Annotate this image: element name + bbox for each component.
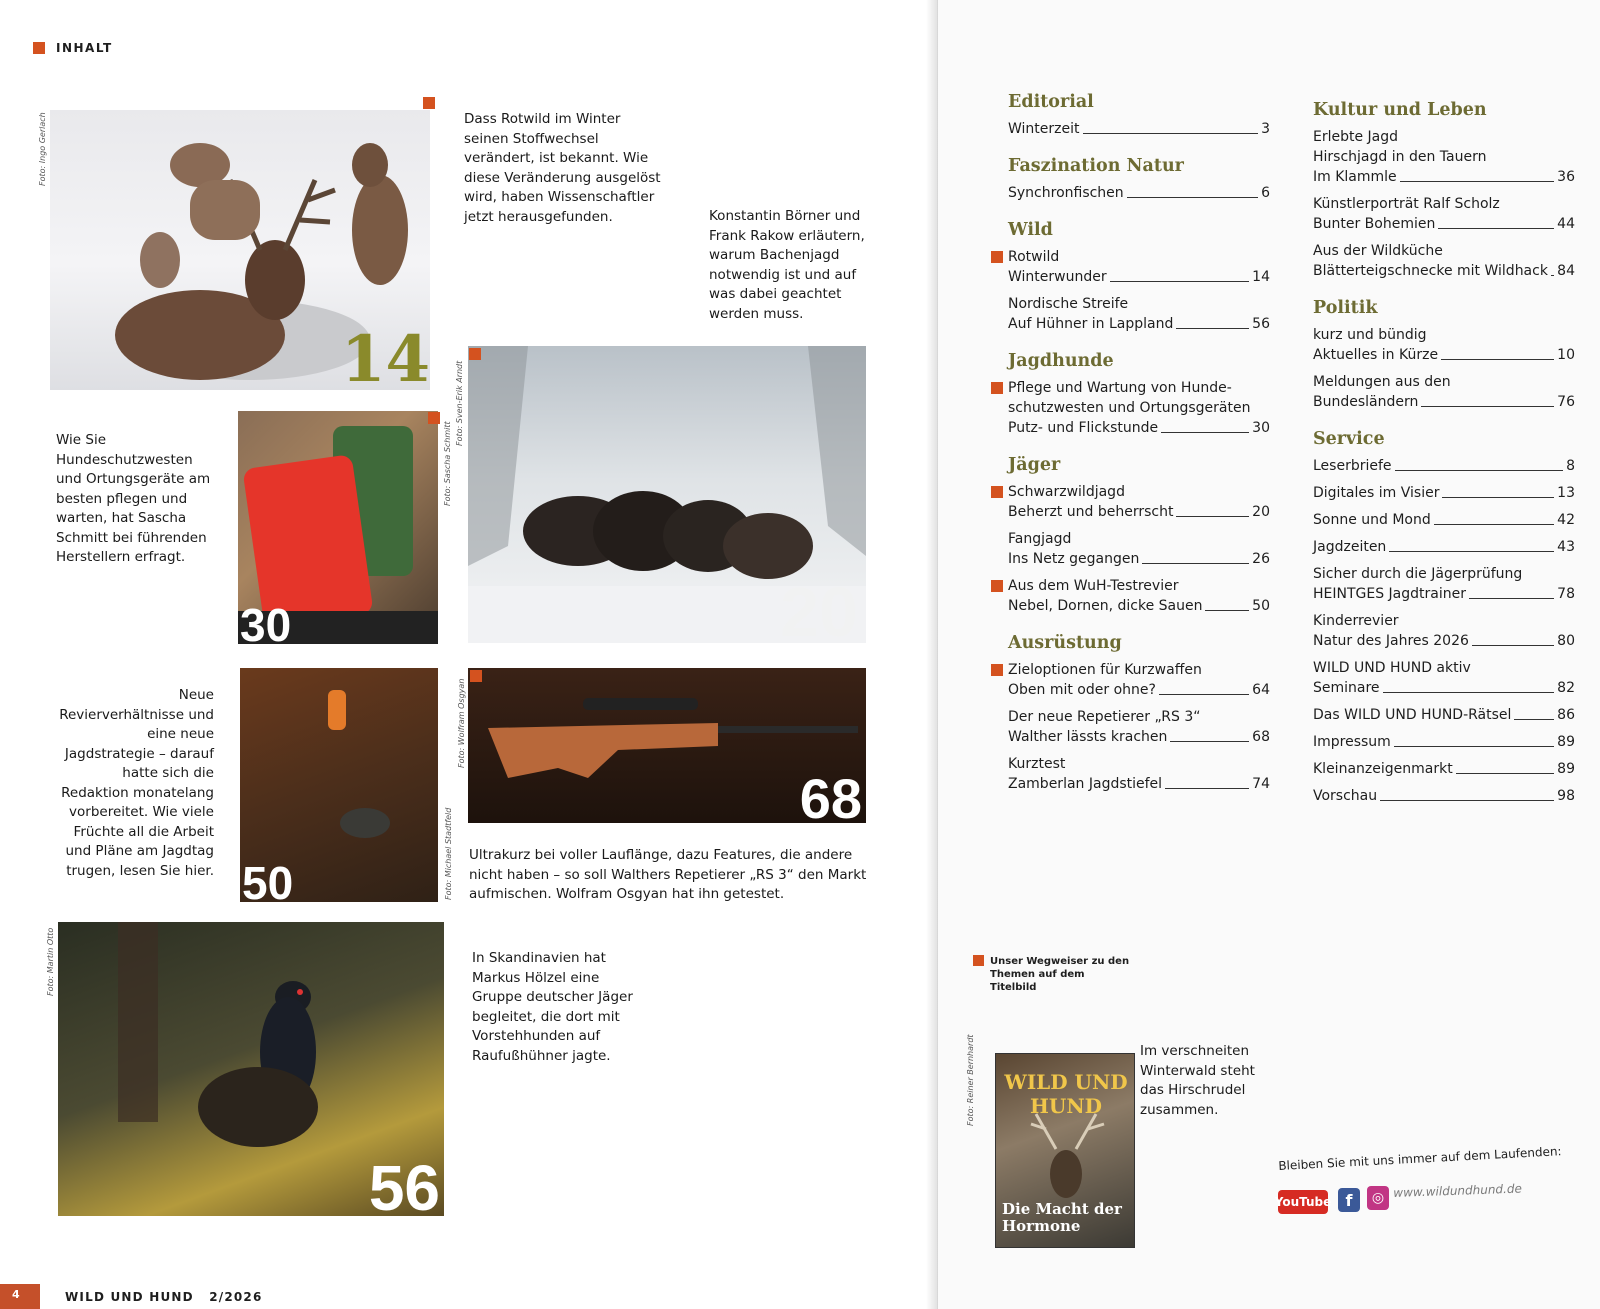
feature-page-number: 56 <box>368 1152 440 1216</box>
toc-entry[interactable] <box>1008 529 1270 569</box>
photo-feature-56[interactable] <box>58 922 444 1216</box>
toc-entry-title-row <box>1313 167 1575 187</box>
feature-caption: In Skandinavien hat Markus Hölzel eine Gruppe deutscher Jäger begleitet, die dort mit Vorstehhunden auf Raufußhühner jagte. <box>472 950 633 1064</box>
toc-entry[interactable] <box>1313 372 1575 412</box>
magazine-cover-thumbnail[interactable] <box>995 1053 1135 1248</box>
toc-leader-line <box>1389 551 1554 552</box>
toc-entry[interactable] <box>1008 707 1270 747</box>
toc-entry-title-row <box>1008 183 1270 203</box>
cover-topic-marker <box>991 486 1003 498</box>
facebook-icon[interactable]: f <box>1338 1188 1360 1212</box>
toc-leader-line <box>1472 645 1554 646</box>
toc-entry-title-row <box>1313 345 1575 365</box>
toc-page-number: 86 <box>1557 707 1575 723</box>
toc-section-heading: Wild <box>1008 220 1053 240</box>
toc-entry-kicker: Erlebte Jagd <box>1313 129 1399 145</box>
toc-entry-kicker: schutzwesten und Ortungsgeräten <box>1008 400 1251 416</box>
toc-entry-title: Impressum <box>1313 734 1391 750</box>
toc-entry-title: Nebel, Dornen, dicke Sauen <box>1008 598 1203 614</box>
toc-entry-title-row <box>1008 314 1270 334</box>
toc-entry[interactable] <box>1313 537 1575 557</box>
toc-section-heading: Ausrüstung <box>1008 633 1122 653</box>
toc-entry[interactable] <box>1313 194 1575 234</box>
toc-entry-title-row <box>1008 119 1270 139</box>
toc-entry[interactable] <box>1008 183 1270 203</box>
toc-entry-title: Jagdzeiten <box>1313 539 1387 555</box>
toc-entry-kicker: Pflege und Wartung von Hunde- <box>1008 380 1232 396</box>
toc-page-number: 14 <box>1252 269 1270 285</box>
toc-entry-kicker: Rotwild <box>1008 249 1060 265</box>
toc-leader-line <box>1421 406 1554 407</box>
photo-credit: Foto: Martin Otto <box>46 927 55 996</box>
instagram-icon[interactable]: ◎ <box>1367 1186 1389 1210</box>
toc-entry-kicker: Zieloptionen für Kurzwaffen <box>1008 662 1202 678</box>
cover-topic-legend-marker <box>973 955 984 966</box>
toc-entry-title-row <box>1313 510 1575 530</box>
toc-page-number: 74 <box>1252 776 1270 792</box>
toc-entry-title: Auf Hühner in Lappland <box>1008 316 1174 332</box>
toc-page-number: 64 <box>1252 682 1270 698</box>
toc-section-heading: Jäger <box>1008 455 1061 475</box>
cover-topic-marker <box>991 664 1003 676</box>
toc-entry-title: Digitales im Visier <box>1313 485 1440 501</box>
toc-entry-kicker: Kinderrevier <box>1313 613 1399 629</box>
toc-page-number: 56 <box>1252 316 1270 332</box>
toc-entry[interactable] <box>1313 510 1575 530</box>
toc-entry[interactable] <box>1008 294 1270 334</box>
toc-entry-title-row <box>1008 267 1270 287</box>
toc-leader-line <box>1380 800 1554 801</box>
toc-page-number: 26 <box>1252 551 1270 567</box>
toc-page-number: 78 <box>1557 586 1575 602</box>
toc-entry-kicker: Schwarzwildjagd <box>1008 484 1125 500</box>
toc-leader-line <box>1176 516 1249 517</box>
toc-entry-title-row <box>1008 549 1270 569</box>
feature-caption: Dass Rotwild im Winter seinen Stoffwechsel verändert, ist bekannt. Wie diese Veränderung ausgelöst wird, haben Wissenschaftler jetzt herausgefunden. <box>464 111 661 225</box>
toc-leader-line <box>1514 719 1554 720</box>
toc-leader-line <box>1127 197 1258 198</box>
photo-feature-30[interactable] <box>238 411 438 644</box>
toc-entry-title-row <box>1313 261 1575 281</box>
toc-entry-title-row <box>1313 678 1575 698</box>
toc-entry-title-row <box>1008 596 1270 616</box>
cover-masthead: WILD UND HUND <box>1004 1070 1128 1118</box>
toc-leader-line <box>1176 328 1249 329</box>
feature-page-number: 14 <box>340 322 430 390</box>
toc-entry-title-row <box>1313 631 1575 651</box>
toc-section-heading: Service <box>1313 429 1385 449</box>
toc-entry-title: Sonne und Mond <box>1313 512 1431 528</box>
photo-feature-14[interactable] <box>50 110 430 390</box>
toc-entry-title: Walther lässts krachen <box>1008 729 1168 745</box>
toc-page-number: 44 <box>1557 216 1575 232</box>
feature-page-number: 30 <box>240 599 292 644</box>
issue-number: 2/2026 <box>209 1290 263 1304</box>
toc-leader-line <box>1469 598 1554 599</box>
toc-entry[interactable] <box>1313 456 1575 476</box>
toc-entry-title-row <box>1313 392 1575 412</box>
toc-section-heading: Kultur und Leben <box>1313 100 1487 120</box>
toc-entry[interactable] <box>1313 705 1575 725</box>
toc-entry-title: Leserbriefe <box>1313 458 1392 474</box>
toc-leader-line <box>1441 359 1554 360</box>
stone-shape <box>340 808 390 838</box>
toc-entry-title-row <box>1008 727 1270 747</box>
toc-leader-line <box>1205 610 1249 611</box>
toc-page-number: 80 <box>1557 633 1575 649</box>
toc-leader-line <box>1442 497 1554 498</box>
toc-entry-title: Beherzt und beherrscht <box>1008 504 1174 520</box>
toc-entry-title-row <box>1313 786 1575 806</box>
toc-entry-kicker: WILD UND HUND aktiv <box>1313 660 1471 676</box>
toc-page-number: 89 <box>1557 761 1575 777</box>
toc-section-heading: Politik <box>1313 298 1378 318</box>
toc-entry-title: Ins Netz gegangen <box>1008 551 1140 567</box>
cover-topic-marker <box>991 580 1003 592</box>
toc-entry-kicker: Fangjagd <box>1008 531 1072 547</box>
photo-credit: Foto: Wolfram Osgyan <box>457 678 466 768</box>
toc-leader-line <box>1159 694 1249 695</box>
toc-leader-line <box>1083 133 1259 134</box>
page-number: 4 <box>0 1284 40 1309</box>
magazine-name: WILD UND HUND <box>65 1290 194 1304</box>
toc-entry[interactable] <box>1313 759 1575 779</box>
toc-entry[interactable] <box>1313 658 1575 698</box>
toc-entry-title-row <box>1008 774 1270 794</box>
toc-column-right <box>1313 96 1575 819</box>
toc-leader-line <box>1438 228 1554 229</box>
toc-entry-kicker: Kurztest <box>1008 756 1066 772</box>
toc-entry-title-row <box>1313 537 1575 557</box>
toc-page-number: 43 <box>1557 539 1575 555</box>
toc-entry-title-row <box>1008 502 1270 522</box>
toc-entry-title-row <box>1313 759 1575 779</box>
toc-entry-title: Kleinanzeigenmarkt <box>1313 761 1453 777</box>
photo-credit: Foto: Ingo Gerlach <box>38 112 47 186</box>
toc-entry-title: Winterwunder <box>1008 269 1107 285</box>
toc-entry-title: Aktuelles in Kürze <box>1313 347 1439 363</box>
toc-leader-line <box>1161 432 1249 433</box>
toc-entry-title: Zamberlan Jagdstiefel <box>1008 776 1163 792</box>
cover-headline: Die Macht der Hormone <box>1002 1200 1122 1235</box>
toc-page-number: 6 <box>1261 185 1270 201</box>
toc-entry[interactable] <box>1313 325 1575 365</box>
toc-page-number: 42 <box>1557 512 1575 528</box>
cover-topic-marker <box>991 251 1003 263</box>
toc-entry[interactable] <box>1313 127 1575 187</box>
toc-leader-line <box>1395 470 1564 471</box>
toc-entry-title-row <box>1313 705 1575 725</box>
toc-entry-title: Oben mit oder ohne? <box>1008 682 1156 698</box>
toc-entry-title: Vorschau <box>1313 788 1378 804</box>
toc-entry-title: Winterzeit <box>1008 121 1080 137</box>
toc-entry-title: Das WILD UND HUND-Rätsel <box>1313 707 1512 723</box>
hunter-shape <box>328 690 346 730</box>
toc-leader-line <box>1456 773 1554 774</box>
photo-feature-50[interactable] <box>240 668 438 902</box>
toc-entry[interactable] <box>1008 247 1270 287</box>
toc-entry-title: Natur des Jahres 2026 <box>1313 633 1469 649</box>
feature-caption: Ultrakurz bei voller Lauflänge, dazu Features, die andere nicht haben – so soll Walthers Repetierer „RS 3“ den Markt aufmischen. Wolfram Osgyan hat ihn getestet. <box>469 847 867 902</box>
cover-topic-marker <box>469 348 481 360</box>
section-label: INHALT <box>56 41 113 55</box>
toc-entry-title-row <box>1313 456 1575 476</box>
toc-page-number: 36 <box>1557 169 1575 185</box>
cover-topic-marker <box>470 670 482 682</box>
toc-entry[interactable] <box>1008 660 1270 700</box>
toc-entry-title-row <box>1313 483 1575 503</box>
feature-caption: Neue Revierverhältnisse und eine neue Jagdstrategie – darauf hatte sich die Redaktion monatelang vorbereitet. Wie viele Früchte all die Arbeit und Pläne am Jagdtag trugen, lesen Sie hier. <box>59 687 214 879</box>
cover-topic-marker <box>991 382 1003 394</box>
toc-entry[interactable] <box>1313 241 1575 281</box>
toc-entry-title-row <box>1313 584 1575 604</box>
toc-leader-line <box>1170 741 1249 742</box>
website-link[interactable]: www.wildundhund.de <box>1393 1181 1523 1200</box>
toc-entry-title-row <box>1008 418 1270 438</box>
toc-section-heading: Editorial <box>1008 92 1094 112</box>
toc-entry-title-row <box>1313 214 1575 234</box>
toc-entry-title: Blätterteigschnecke mit Wildhack <box>1313 263 1548 279</box>
cover-photo-credit: Foto: Reiner Bernhardt <box>966 1034 975 1126</box>
toc-entry[interactable] <box>1313 732 1575 752</box>
photo-feature-20[interactable] <box>468 346 866 643</box>
toc-entry-title-row <box>1008 680 1270 700</box>
youtube-icon[interactable]: YouTube <box>1278 1190 1328 1214</box>
toc-entry[interactable] <box>1313 786 1575 806</box>
toc-leader-line <box>1551 275 1554 276</box>
toc-entry[interactable] <box>1313 483 1575 503</box>
feature-caption: Konstantin Börner und Frank Rakow erläutern, warum Bachenjagd notwendig ist und auf was dabei geachtet werden muss. <box>709 208 865 322</box>
toc-page-number: 76 <box>1557 394 1575 410</box>
toc-entry-title: Seminare <box>1313 680 1380 696</box>
toc-column-left <box>1008 88 1270 807</box>
toc-page-number: 10 <box>1557 347 1575 363</box>
feature-page-number: 68 <box>799 767 862 823</box>
toc-page-number: 98 <box>1557 788 1575 804</box>
magazine-footer <box>65 1290 263 1304</box>
photo-credit: Foto: Michael Stadtfeld <box>444 807 453 900</box>
feature-caption: Wie Sie Hundeschutzwesten und Ortungsgeräte am besten pflegen und warten, hat Sascha Schmitt bei führenden Herstellern erfragt. <box>56 432 211 565</box>
toc-section-heading: Faszination Natur <box>1008 156 1184 176</box>
toc-entry-kicker: Aus dem WuH-Testrevier <box>1008 578 1179 594</box>
toc-entry-title: Synchronfischen <box>1008 185 1124 201</box>
toc-page-number: 89 <box>1557 734 1575 750</box>
photo-feature-68[interactable] <box>468 668 866 823</box>
cover-topic-legend: Unser Wegweiser zu den Themen auf dem Titelbild <box>990 956 1130 993</box>
social-prompt: Bleiben Sie mit uns immer auf dem Laufenden: <box>1278 1144 1562 1173</box>
toc-leader-line <box>1110 281 1250 282</box>
toc-page-number: 13 <box>1557 485 1575 501</box>
photo-credit: Foto: Sascha Schmitt <box>443 421 452 506</box>
toc-entry-kicker: Sicher durch die Jägerprüfung <box>1313 566 1523 582</box>
toc-leader-line <box>1394 746 1554 747</box>
toc-page-number: 50 <box>1252 598 1270 614</box>
toc-entry-title: Bundesländern <box>1313 394 1419 410</box>
toc-leader-line <box>1142 563 1249 564</box>
toc-page-number: 68 <box>1252 729 1270 745</box>
toc-entry-kicker: Meldungen aus den <box>1313 374 1451 390</box>
toc-entry[interactable] <box>1008 378 1270 438</box>
toc-leader-line <box>1383 692 1555 693</box>
toc-entry-title: Im Klammle <box>1313 169 1397 185</box>
feature-page-number: 50 <box>242 857 294 902</box>
toc-entry[interactable] <box>1008 119 1270 139</box>
toc-entry-kicker: Hirschjagd in den Tauern <box>1313 149 1487 165</box>
toc-leader-line <box>1434 524 1554 525</box>
toc-page-number: 30 <box>1252 420 1270 436</box>
toc-entry-kicker: kurz und bündig <box>1313 327 1427 343</box>
toc-entry[interactable] <box>1008 754 1270 794</box>
toc-entry-kicker: Der neue Repetierer „RS 3“ <box>1008 709 1201 725</box>
toc-page-number: 20 <box>1252 504 1270 520</box>
photo-credit: Foto: Sven-Erik Arndt <box>455 360 464 446</box>
toc-leader-line <box>1400 181 1555 182</box>
toc-section-heading: Jagdhunde <box>1008 351 1114 371</box>
toc-page-number: 84 <box>1557 263 1575 279</box>
toc-entry[interactable] <box>1313 611 1575 651</box>
toc-entry-title-row <box>1313 732 1575 752</box>
toc-entry[interactable] <box>1313 564 1575 604</box>
toc-page-number: 8 <box>1566 458 1575 474</box>
section-marker <box>33 42 45 54</box>
toc-entry[interactable] <box>1008 482 1270 522</box>
toc-leader-line <box>1165 788 1249 789</box>
cover-caption: Im verschneiten Winterwald steht das Hirschrudel zusammen. <box>1140 1043 1255 1118</box>
toc-page-number: 3 <box>1261 121 1270 137</box>
cover-topic-marker <box>428 412 440 424</box>
toc-entry-title: HEINTGES Jagdtrainer <box>1313 586 1466 602</box>
toc-entry-title: Putz- und Flickstunde <box>1008 420 1159 436</box>
toc-entry-kicker: Nordische Streife <box>1008 296 1129 312</box>
feature-page-number: 20 <box>780 573 858 643</box>
toc-entry-kicker: Aus der Wildküche <box>1313 243 1443 259</box>
cover-topic-marker <box>423 97 435 109</box>
toc-page-number: 82 <box>1557 680 1575 696</box>
toc-entry-title: Bunter Bohemien <box>1313 216 1436 232</box>
toc-entry-kicker: Künstlerporträt Ralf Scholz <box>1313 196 1500 212</box>
toc-entry[interactable] <box>1008 576 1270 616</box>
